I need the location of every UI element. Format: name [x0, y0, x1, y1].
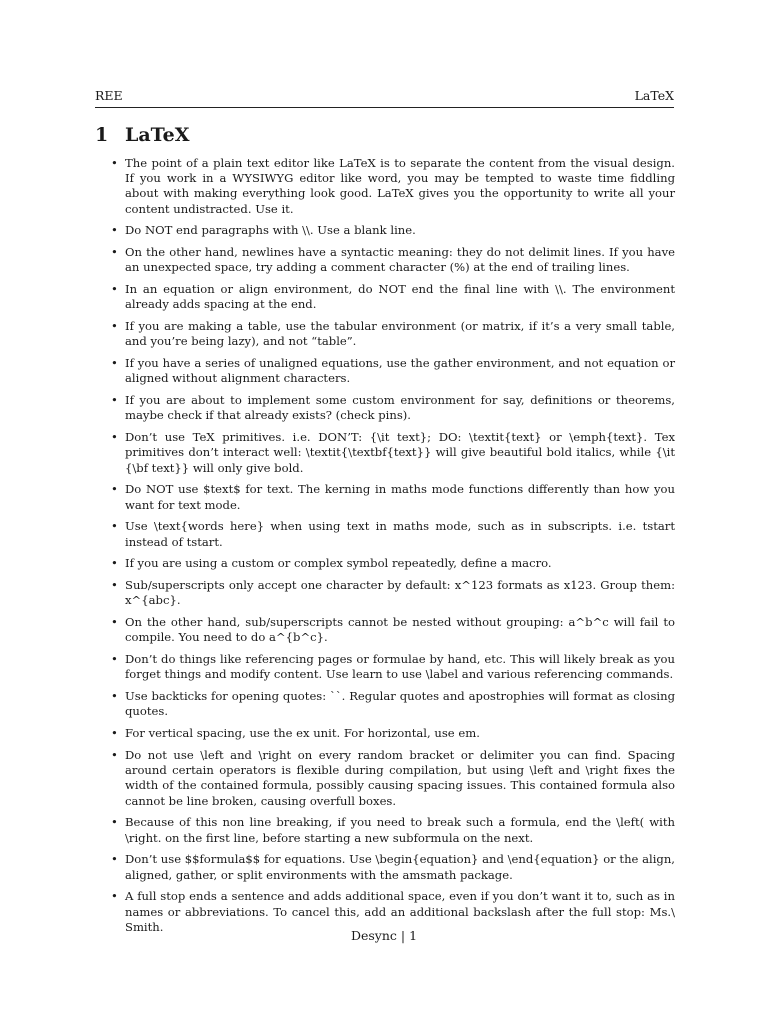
list-item: • If you are making a table, use the tabular environment (or matrix, if it’s a very small table, and you’re being lazy), and not “table”.	[95, 319, 675, 349]
bullet-list	[95, 156, 675, 942]
list-item: • Do NOT end paragraphs with \\. Use a blank line.	[95, 223, 675, 238]
list-item: • Use backticks for opening quotes: ``. Regular quotes and apostrophies will format as closing quotes.	[95, 689, 675, 719]
list-item: • Don’t do things like referencing pages or formulae by hand, etc. This will likely break as you forget things and modify content. Use learn to use \label and various referencing commands.	[95, 652, 675, 682]
page-header	[95, 88, 674, 108]
list-item: • Don’t use $$formula$$ for equations. Use \begin{equation} and \end{equation} or the align, aligned, gather, or split environments with the amsmath package.	[95, 852, 675, 882]
list-item: • On the other hand, sub/superscripts cannot be nested without grouping: a^b^c will fail to compile. You need to do a^{b^c}.	[95, 615, 675, 645]
list-item: • Don’t use TeX primitives. i.e. DON’T: {\it text}; DO: \textit{text} or \emph{text}. Tex primitives don’t interact well: \textit{\textbf{text}} will give beautiful bold italics, while {\it {\bf text}} will only give bold.	[95, 430, 675, 476]
section-heading	[95, 124, 189, 146]
list-item: • If you have a series of unaligned equations, use the gather environment, and not equation or aligned without alignment characters.	[95, 356, 675, 386]
list-item: • If you are about to implement some custom environment for say, definitions or theorems, maybe check if that already exists? (check pins).	[95, 393, 675, 423]
list-item: • Do not use \left and \right on every random bracket or delimiter you can find. Spacing around certain operators is flexible during compilation, but using \left and \right fixes the width of the contained formula, possibly causing spacing issues. This contained formula also cannot be line broken, causing overfull boxes.	[95, 748, 675, 809]
list-item: • The point of a plain text editor like LaTeX is to separate the content from the visual design. If you work in a WYSIWYG editor like word, you may be tempted to waste time fiddling about with making everything look good. LaTeX gives you the opportunity to write all your content undistracted. Use it.	[95, 156, 675, 217]
section-number: 1	[95, 124, 109, 146]
list-item: • Use \text{words here} when using text in maths mode, such as in subscripts. i.e. tstart instead of tstart.	[95, 519, 675, 549]
section-title: LaTeX	[125, 124, 190, 146]
list-item: • If you are using a custom or complex symbol repeatedly, define a macro.	[95, 556, 675, 571]
list-item: • In an equation or align environment, do NOT end the final line with \\. The environment already adds spacing at the end.	[95, 282, 675, 312]
list-item: • A full stop ends a sentence and adds additional space, even if you don’t want it to, such as in names or abbreviations. To cancel this, add an additional backslash after the full stop: Ms.\ Smith.	[95, 889, 675, 935]
header-right: LaTeX	[634, 88, 674, 103]
list-item: • On the other hand, newlines have a syntactic meaning: they do not delimit lines. If you have an unexpected space, try adding a comment character (%) at the end of trailing lines.	[95, 245, 675, 275]
header-left: REE	[95, 88, 123, 103]
list-item: • Because of this non line breaking, if you need to break such a formula, end the \left( with \right. on the first line, before starting a new subformula on the next.	[95, 815, 675, 845]
list-item: • Do NOT use $text$ for text. The kerning in maths mode functions differently than how you want for text mode.	[95, 482, 675, 512]
list-item: • For vertical spacing, use the ex unit. For horizontal, use em.	[95, 726, 675, 741]
list-item: • Sub/superscripts only accept one character by default: x^123 formats as x123. Group them: x^{abc}.	[95, 578, 675, 608]
page-footer: Desync | 1	[350, 928, 418, 943]
